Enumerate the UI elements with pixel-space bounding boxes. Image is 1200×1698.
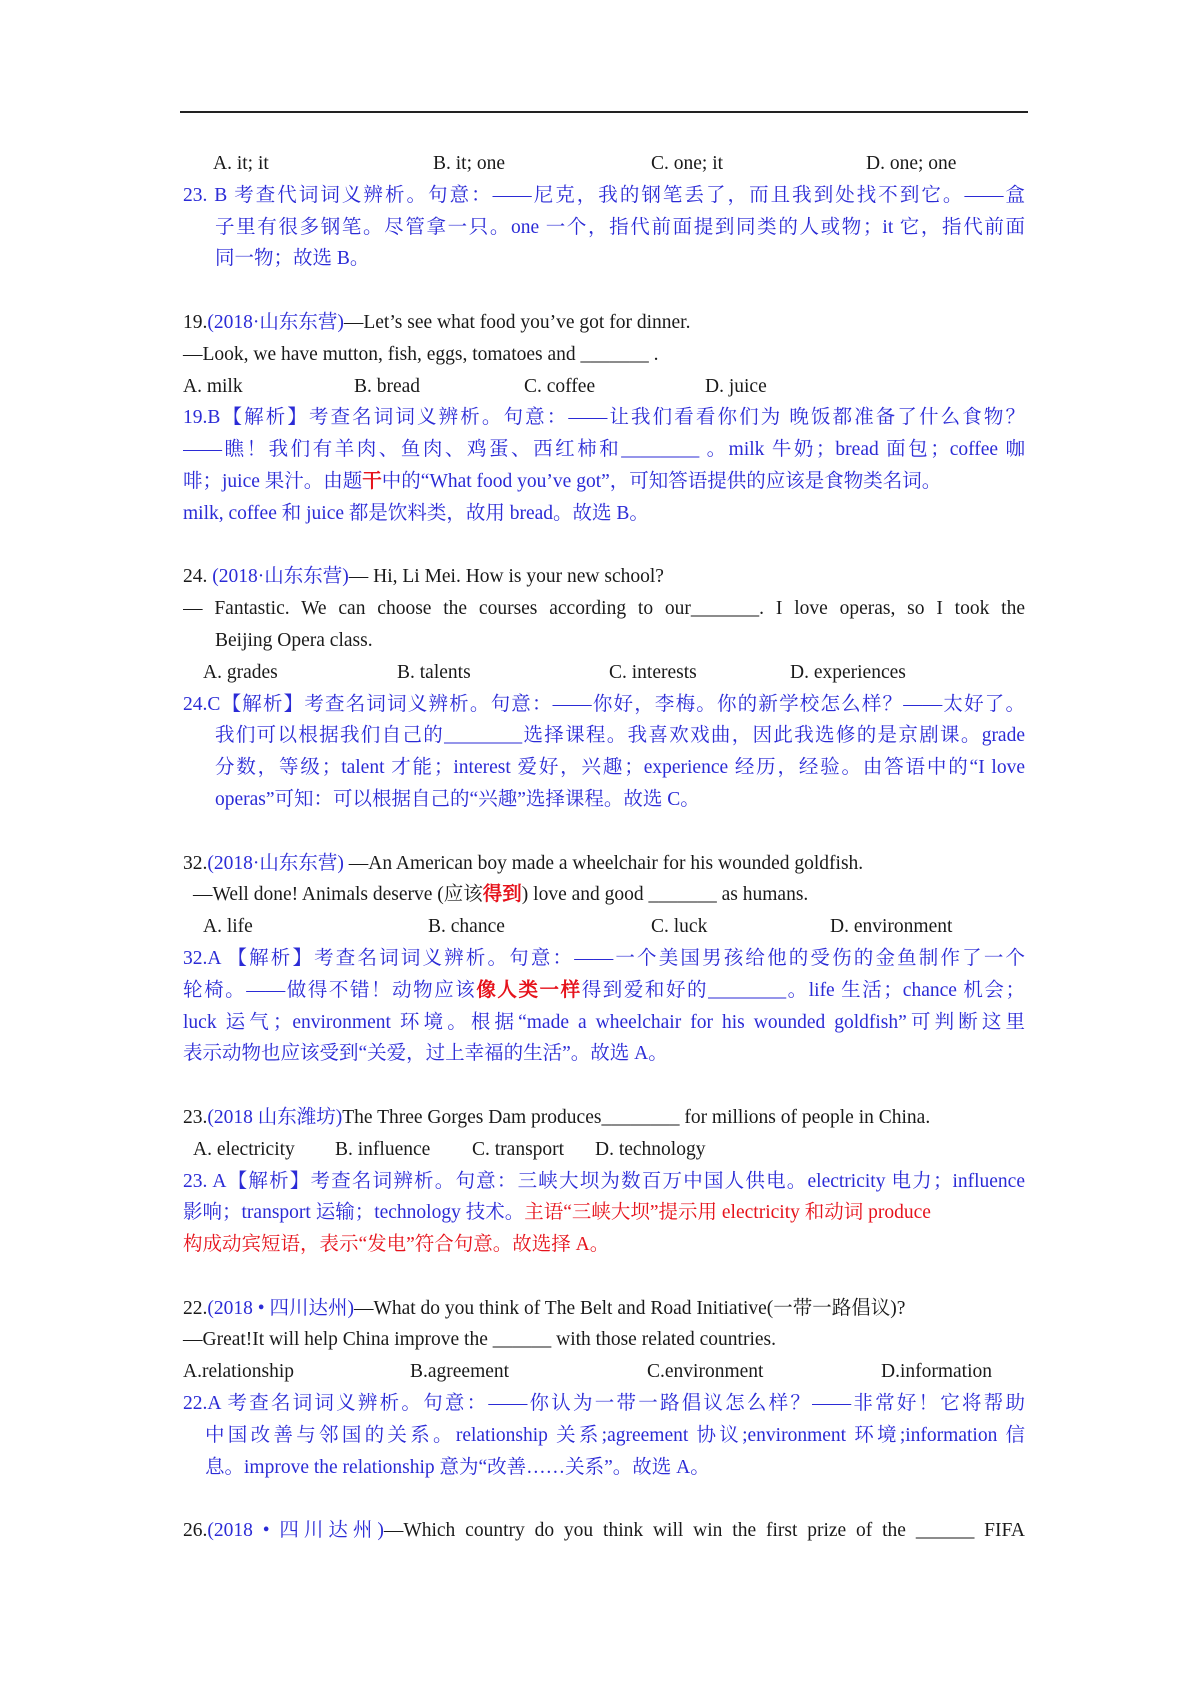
q26-stem [183,1515,1025,1547]
option-a: A. it; it [213,153,269,174]
option-c: C. transport [472,1138,565,1160]
option-b: B. chance [428,916,505,938]
q32-line2: —Well done! Animals deserve (应该得到) love and good _______ as humans. [193,884,809,906]
q19-options [183,371,1025,403]
q24-answer-line2: 我们可以根据我们自己的________选择课程。我喜欢戏曲，因此我选修的是京剧课。grade [215,725,1025,747]
question-text: —What do you think of The Belt and Road Initiative(一带一路倡议)? [353,1297,906,1319]
question-number: 26. [183,1520,208,1542]
question-number: 23. [183,1106,208,1128]
q22-stem [183,1293,1025,1325]
header-rule [180,111,1028,113]
option-d: D. one; one [866,153,957,174]
option-c: C. interests [609,661,697,683]
option-b: B. it; one [433,153,506,174]
q24-line2: — Fantastic. We can choose the courses according to our_______. I love operas, so I took the [183,598,1025,620]
option-c: C. coffee [524,375,596,397]
source-tag: (2018·山东东营) [207,311,344,333]
q32-answer-line2: 轮椅。——做得不错！动物应该像人类一样得到爱和好的________。life 生活；chance 机会； [183,979,1025,1001]
q24-options [183,657,1025,689]
q22-answer-line3: 息。improve the relationship 意为“改善……关系”。故选 A。 [205,1456,710,1478]
option-a: A. grades [203,661,278,683]
q22-line2: —Great!It will help China improve the ______ with those related countries. [183,1329,776,1351]
highlight-text: 像人类一样 [476,979,582,1001]
q23b-options [183,1134,1025,1166]
option-d: D.information [881,1361,993,1383]
option-a: A.relationship [183,1361,295,1383]
question-text: —Let’s see what food you’ve got for dinner. [343,311,691,333]
question-text: —Which country do you think will win the first prize of the ______ FIFA [383,1520,1025,1542]
q32-options [183,911,1025,943]
q32-stem [183,848,1025,880]
question-number: 22. [183,1297,208,1319]
q24-answer-line3: 分数，等级；talent 才能；interest 爱好，兴趣；experience 经历，经验。由答语中的“I love [215,757,1025,779]
q22-answer-line2: 中国改善与邻国的关系。relationship 关系;agreement 协议;environment 环境;information 信 [205,1424,1025,1446]
option-b: B.agreement [410,1361,510,1383]
q23a-options [183,148,1025,180]
q24-line3: Beijing Opera class. [215,629,373,651]
question-number: 24. [183,566,213,588]
option-d: D. juice [705,375,767,397]
option-b: B. talents [397,661,471,683]
highlight-text: 得到 [482,884,522,906]
q22-options [183,1356,1025,1388]
question-text: — Hi, Li Mei. How is your new school? [348,566,664,588]
option-c: C.environment [647,1361,764,1383]
option-a: A. electricity [193,1138,295,1160]
source-tag: (2018 • 四川达州) [207,1520,384,1542]
option-a: A. life [203,916,253,938]
q24-answer-line1: 24.C【解析】考查名词词义辨析。句意：——你好，李梅。你的新学校怎么样？——太好了。 [183,693,1025,715]
source-tag: (2018·山东东营) [212,566,349,588]
option-b: B. bread [354,375,421,397]
option-d: D. technology [595,1138,706,1160]
option-a: A. milk [183,375,243,397]
q19-stem [183,307,1025,339]
q23a-answer-line1: 23. B 考查代词词义辨析。句意：——尼克，我的钢笔丢了，而且我到处找不到它。——盒 [183,184,1025,206]
question-number: 32. [183,852,208,874]
q23b-answer-line2: 影响；transport 运输；technology 技术。主语“三峡大坝”提示用 electricity 和动词 produce [183,1202,931,1224]
q32-answer-line3: luck 运气；environment 环境。根据“made a wheelchair for his wounded goldfish”可判断这里 [183,1011,1025,1033]
option-d: D. experiences [790,661,906,683]
q23b-answer-line3: 构成动宾短语，表示“发电”符合句意。故选择 A。 [183,1234,610,1256]
highlight-text: 干 [362,470,382,492]
q32-answer-line1: 32.A 【解析】考查名词词义辨析。句意：——一个美国男孩给他的受伤的金鱼制作了一个 [183,947,1025,969]
option-c: C. luck [651,916,708,938]
source-tag: (2018·山东东营) [207,852,344,874]
q19-answer-line2: ——瞧！我们有羊肉、鱼肉、鸡蛋、西红柿和________ 。milk 牛奶；bread 面包；coffee 咖 [183,439,1025,461]
document-body [183,148,1025,1547]
q22-answer-line1: 22.A 考查名词词义辨析。句意：——你认为一带一路倡议怎么样？——非常好！它将帮助 [183,1393,1025,1415]
q23a-answer-line2: 子里有很多钢笔。尽管拿一只。one 一个，指代前面提到同类的人或物；it 它，指代前面 [215,216,1025,238]
q19-answer-line3: 啡；juice 果汁。由题干中的“What food you’ve got”，可知答语提供的应该是食物类名词。 [183,470,942,492]
q32-answer-line4: 表示动物也应该受到“关爱，过上幸福的生活”。故选 A。 [183,1043,668,1065]
source-tag: (2018 山东潍坊) [207,1106,343,1128]
q19-answer-line4: milk, coffee 和 juice 都是饮料类，故用 bread。故选 B。 [183,502,649,524]
option-b: B. influence [335,1138,431,1160]
q23b-stem [183,1102,1025,1134]
option-c: C. one; it [651,153,724,174]
option-d: D. environment [830,916,953,938]
q23a-answer-line3: 同一物；故选 B。 [215,248,370,270]
q23b-answer-line1: 23. A【解析】考查名词辨析。句意：三峡大坝为数百万中国人供电。electricity 电力；influence [183,1170,1025,1192]
q19-answer-line1: 19.B【解析】考查名词词义辨析。句意：——让我们看看你们为 晚饭都准备了什么食物？ [183,407,1025,429]
question-text: The Three Gorges Dam produces________ for millions of people in China. [342,1106,931,1128]
q24-stem [183,561,1025,593]
source-tag: (2018 • 四川达州) [207,1297,354,1319]
highlight-text: 主语“三峡大坝”提示用 electricity 和动词 produce [524,1202,931,1224]
question-text: —An American boy made a wheelchair for his wounded goldfish. [343,852,864,874]
q24-answer-line4: operas”可知：可以根据自己的“兴趣”选择课程。故选 C。 [215,788,700,810]
q19-line2: —Look, we have mutton, fish, eggs, tomatoes and _______ . [183,343,659,365]
question-number: 19. [183,311,208,333]
